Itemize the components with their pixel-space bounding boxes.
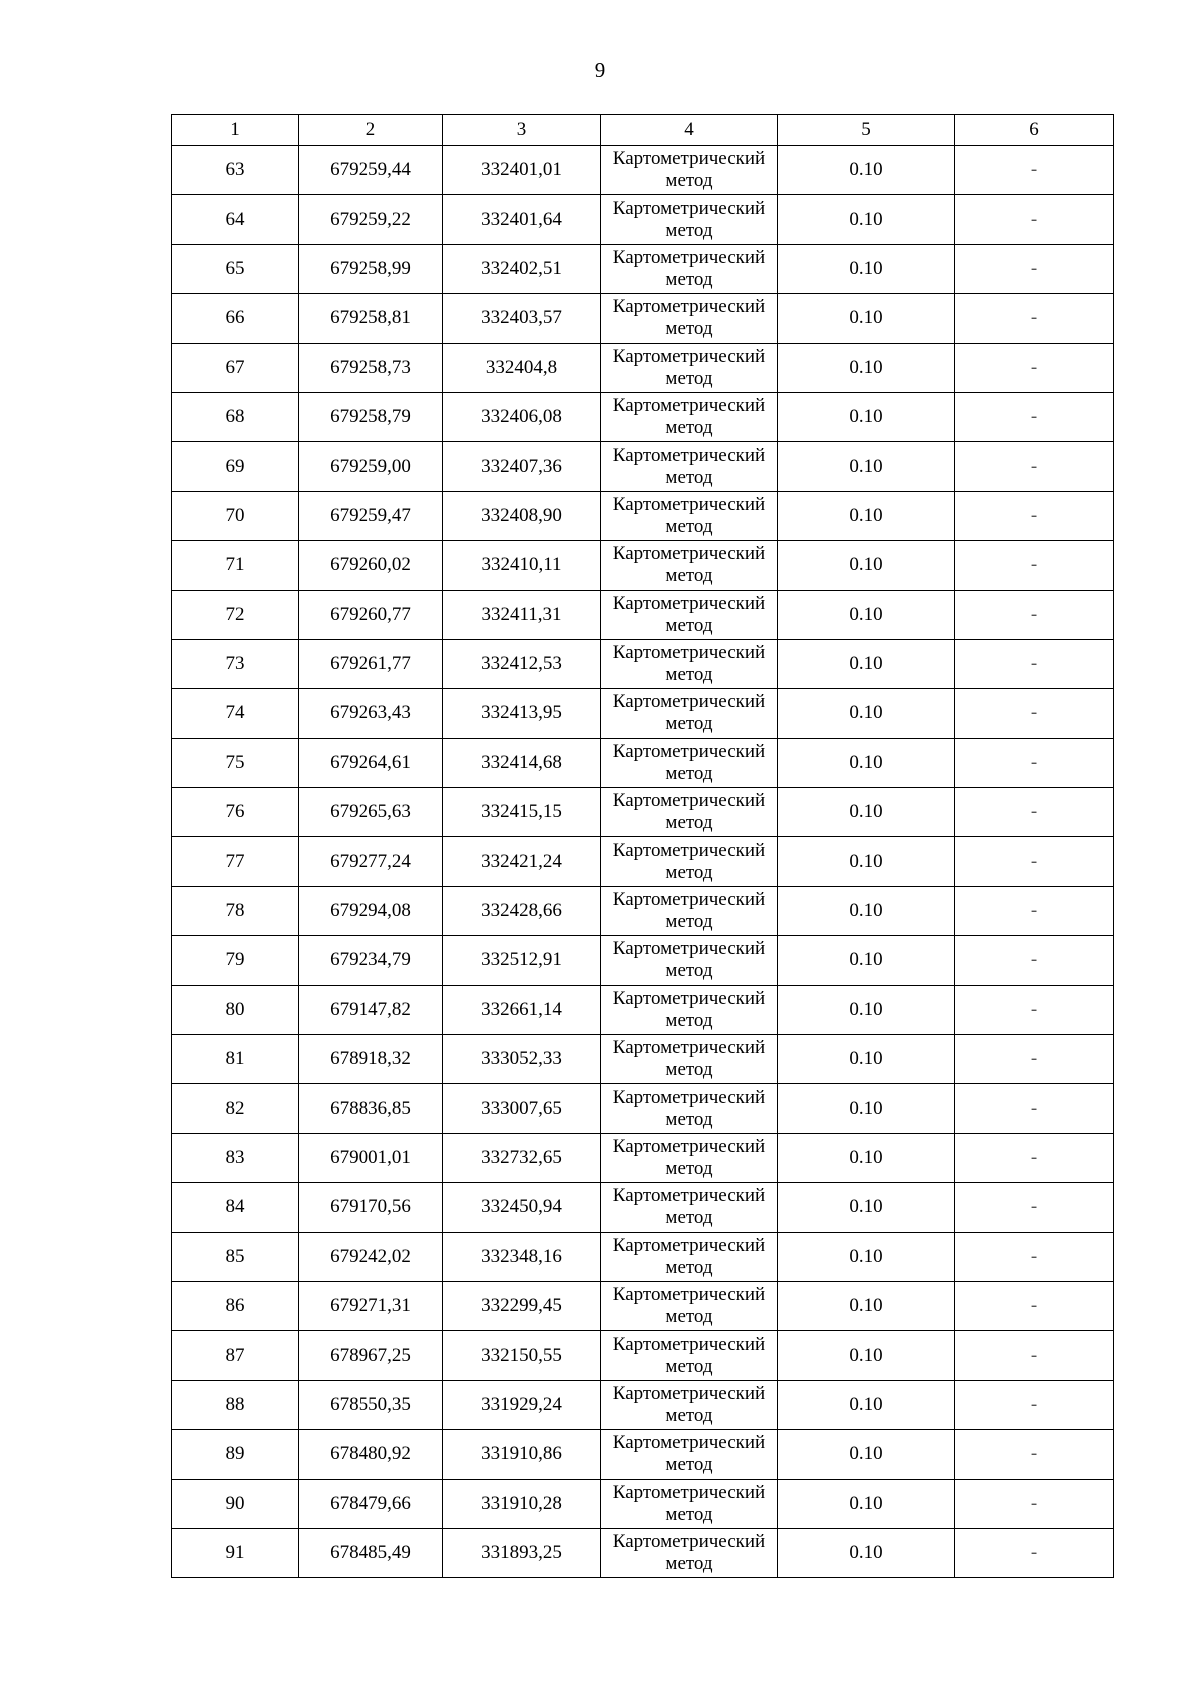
note-cell: - (955, 195, 1114, 244)
table-row (172, 985, 1114, 1034)
y-coordinate-cell: 332402,51 (443, 244, 601, 293)
accuracy-cell: 0.10 (778, 1232, 955, 1281)
x-coordinate-cell: 678967,25 (299, 1331, 443, 1380)
column-header: 6 (955, 115, 1114, 146)
method-cell (601, 1479, 778, 1528)
accuracy-cell: 0.10 (778, 738, 955, 787)
method-line-2: метод (665, 911, 713, 933)
method-line-2: метод (665, 1158, 713, 1179)
y-coordinate-cell: 332401,01 (443, 146, 601, 195)
column-header: 1 (172, 115, 299, 146)
point-number-cell: 70 (172, 491, 299, 540)
method-cell (601, 1133, 778, 1182)
point-number-cell: 75 (172, 738, 299, 787)
x-coordinate-cell: 679265,63 (299, 788, 443, 837)
method-line-1: Картометрический (612, 395, 766, 417)
x-coordinate-cell: 679259,47 (299, 491, 443, 540)
method-line-2: метод (665, 318, 713, 340)
table-row (172, 689, 1114, 738)
x-coordinate-cell: 679294,08 (299, 886, 443, 935)
method-line-1: Картометрический (612, 296, 766, 318)
table-row (172, 1479, 1114, 1528)
y-coordinate-cell: 332410,11 (443, 541, 601, 590)
note-cell: - (955, 146, 1114, 195)
note-cell: - (955, 689, 1114, 738)
y-coordinate-cell: 332407,36 (443, 442, 601, 491)
method-cell (601, 146, 778, 195)
method-line-1: Картометрический (612, 592, 766, 614)
method-line-2: метод (665, 1454, 713, 1476)
method-line-1: Картометрический (612, 444, 766, 466)
method-line-2: метод (665, 1404, 713, 1426)
point-number-cell: 81 (172, 1035, 299, 1084)
table-row (172, 541, 1114, 590)
y-coordinate-cell: 332150,55 (443, 1331, 601, 1380)
note-cell: - (955, 1232, 1114, 1281)
note-cell: - (955, 294, 1114, 343)
table-row (172, 294, 1114, 343)
method-line-1: Картометрический (612, 148, 766, 170)
note-cell: - (955, 244, 1114, 293)
table-body (172, 146, 1114, 1578)
method-line-2: метод (665, 1207, 713, 1229)
table-row (172, 788, 1114, 837)
table-row (172, 837, 1114, 886)
table-row (172, 936, 1114, 985)
table-row (172, 491, 1114, 540)
accuracy-cell: 0.10 (778, 1331, 955, 1380)
note-cell: - (955, 392, 1114, 441)
method-line-1: Картометрический (612, 1432, 766, 1454)
method-cell (601, 788, 778, 837)
method-line-1: Картометрический (612, 493, 766, 515)
y-coordinate-cell: 332661,14 (443, 985, 601, 1034)
x-coordinate-cell: 678480,92 (299, 1430, 443, 1479)
note-cell: - (955, 639, 1114, 688)
point-number-cell: 79 (172, 936, 299, 985)
accuracy-cell: 0.10 (778, 1084, 955, 1133)
method-line-1: Картометрический (612, 790, 766, 812)
method-cell (601, 343, 778, 392)
note-cell: - (955, 1281, 1114, 1330)
x-coordinate-cell: 679261,77 (299, 639, 443, 688)
method-line-1: Картометрический (612, 691, 766, 713)
point-number-cell: 83 (172, 1133, 299, 1182)
table-row (172, 1380, 1114, 1429)
accuracy-cell: 0.10 (778, 689, 955, 738)
table-row (172, 1084, 1114, 1133)
table-row (172, 195, 1114, 244)
accuracy-cell: 0.10 (778, 936, 955, 985)
note-cell: - (955, 886, 1114, 935)
y-coordinate-cell: 332408,90 (443, 491, 601, 540)
x-coordinate-cell: 679264,61 (299, 738, 443, 787)
note-cell: - (955, 1331, 1114, 1380)
method-line-2: метод (665, 812, 713, 834)
table-row (172, 1232, 1114, 1281)
x-coordinate-cell: 679147,82 (299, 985, 443, 1034)
accuracy-cell: 0.10 (778, 541, 955, 590)
x-coordinate-cell: 679258,81 (299, 294, 443, 343)
note-cell: - (955, 837, 1114, 886)
point-number-cell: 91 (172, 1528, 299, 1577)
y-coordinate-cell: 332406,08 (443, 392, 601, 441)
method-line-1: Картометрический (612, 1136, 766, 1157)
note-cell: - (955, 738, 1114, 787)
note-cell: - (955, 1380, 1114, 1429)
method-line-2: метод (665, 565, 713, 587)
point-number-cell: 68 (172, 392, 299, 441)
method-cell (601, 294, 778, 343)
y-coordinate-cell: 332415,15 (443, 788, 601, 837)
y-coordinate-cell: 332450,94 (443, 1183, 601, 1232)
accuracy-cell: 0.10 (778, 294, 955, 343)
table-row (172, 1430, 1114, 1479)
point-number-cell: 82 (172, 1084, 299, 1133)
point-number-cell: 86 (172, 1281, 299, 1330)
method-line-1: Картометрический (612, 246, 766, 268)
point-number-cell: 72 (172, 590, 299, 639)
accuracy-cell: 0.10 (778, 392, 955, 441)
x-coordinate-cell: 679170,56 (299, 1183, 443, 1232)
note-cell: - (955, 1183, 1114, 1232)
y-coordinate-cell: 332299,45 (443, 1281, 601, 1330)
method-line-1: Картометрический (612, 543, 766, 565)
method-line-2: метод (665, 1256, 713, 1278)
method-cell (601, 936, 778, 985)
point-number-cell: 77 (172, 837, 299, 886)
point-number-cell: 74 (172, 689, 299, 738)
x-coordinate-cell: 679271,31 (299, 1281, 443, 1330)
column-header: 2 (299, 115, 443, 146)
y-coordinate-cell: 333052,33 (443, 1035, 601, 1084)
x-coordinate-cell: 678918,32 (299, 1035, 443, 1084)
accuracy-cell: 0.10 (778, 590, 955, 639)
method-line-1: Картометрический (612, 839, 766, 861)
table-row (172, 738, 1114, 787)
method-line-2: метод (665, 417, 713, 439)
method-line-2: метод (665, 762, 713, 784)
method-line-1: Картометрический (612, 1382, 766, 1404)
point-number-cell: 66 (172, 294, 299, 343)
point-number-cell: 80 (172, 985, 299, 1034)
y-coordinate-cell: 332421,24 (443, 837, 601, 886)
accuracy-cell: 0.10 (778, 837, 955, 886)
method-line-1: Картометрический (612, 1037, 766, 1059)
coordinates-table (171, 114, 1114, 1578)
method-line-2: метод (665, 1108, 713, 1130)
table-row (172, 1035, 1114, 1084)
method-line-2: метод (665, 170, 713, 192)
table-row (172, 1281, 1114, 1330)
y-coordinate-cell: 332412,53 (443, 639, 601, 688)
method-cell (601, 442, 778, 491)
point-number-cell: 67 (172, 343, 299, 392)
accuracy-cell: 0.10 (778, 639, 955, 688)
y-coordinate-cell: 332414,68 (443, 738, 601, 787)
method-line-2: метод (665, 1059, 713, 1081)
method-line-1: Картометрический (612, 1531, 766, 1553)
note-cell: - (955, 1035, 1114, 1084)
y-coordinate-cell: 332401,64 (443, 195, 601, 244)
point-number-cell: 88 (172, 1380, 299, 1429)
table-row (172, 442, 1114, 491)
method-cell (601, 1035, 778, 1084)
method-cell (601, 1380, 778, 1429)
method-cell (601, 244, 778, 293)
point-number-cell: 78 (172, 886, 299, 935)
x-coordinate-cell: 679258,73 (299, 343, 443, 392)
column-header: 3 (443, 115, 601, 146)
y-coordinate-cell: 332428,66 (443, 886, 601, 935)
table-header-row (172, 115, 1114, 146)
page-number: 9 (594, 58, 606, 82)
y-coordinate-cell: 331929,24 (443, 1380, 601, 1429)
method-cell (601, 541, 778, 590)
method-cell (601, 985, 778, 1034)
method-line-1: Картометрический (612, 1284, 766, 1306)
y-coordinate-cell: 332403,57 (443, 294, 601, 343)
column-header: 4 (601, 115, 778, 146)
note-cell: - (955, 985, 1114, 1034)
method-line-2: метод (665, 614, 713, 636)
method-cell (601, 1430, 778, 1479)
accuracy-cell: 0.10 (778, 244, 955, 293)
accuracy-cell: 0.10 (778, 1133, 955, 1182)
table-row (172, 343, 1114, 392)
method-line-2: метод (665, 367, 713, 389)
point-number-cell: 89 (172, 1430, 299, 1479)
note-cell: - (955, 1084, 1114, 1133)
accuracy-cell: 0.10 (778, 1528, 955, 1577)
x-coordinate-cell: 679242,02 (299, 1232, 443, 1281)
method-cell (601, 689, 778, 738)
y-coordinate-cell: 332411,31 (443, 590, 601, 639)
x-coordinate-cell: 678485,49 (299, 1528, 443, 1577)
method-line-1: Картометрический (612, 938, 766, 960)
x-coordinate-cell: 679234,79 (299, 936, 443, 985)
point-number-cell: 69 (172, 442, 299, 491)
x-coordinate-cell: 678479,66 (299, 1479, 443, 1528)
method-cell (601, 195, 778, 244)
method-cell (601, 639, 778, 688)
note-cell: - (955, 541, 1114, 590)
method-line-1: Картометрический (612, 740, 766, 762)
y-coordinate-cell: 331910,86 (443, 1430, 601, 1479)
point-number-cell: 85 (172, 1232, 299, 1281)
method-line-2: метод (665, 861, 713, 883)
x-coordinate-cell: 679277,24 (299, 837, 443, 886)
accuracy-cell: 0.10 (778, 1281, 955, 1330)
accuracy-cell: 0.10 (778, 788, 955, 837)
method-cell (601, 392, 778, 441)
method-line-1: Картометрический (612, 1333, 766, 1355)
method-line-1: Картометрический (612, 1481, 766, 1503)
y-coordinate-cell: 333007,65 (443, 1084, 601, 1133)
accuracy-cell: 0.10 (778, 886, 955, 935)
x-coordinate-cell: 678550,35 (299, 1380, 443, 1429)
accuracy-cell: 0.10 (778, 1380, 955, 1429)
method-line-1: Картометрический (612, 642, 766, 664)
y-coordinate-cell: 332404,8 (443, 343, 601, 392)
method-line-1: Картометрический (612, 345, 766, 367)
accuracy-cell: 0.10 (778, 146, 955, 195)
method-cell (601, 1281, 778, 1330)
y-coordinate-cell: 331910,28 (443, 1479, 601, 1528)
method-line-2: метод (665, 515, 713, 537)
point-number-cell: 65 (172, 244, 299, 293)
x-coordinate-cell: 679260,02 (299, 541, 443, 590)
method-cell (601, 1084, 778, 1133)
method-line-2: метод (665, 1009, 713, 1031)
table-row (172, 1183, 1114, 1232)
method-cell (601, 1528, 778, 1577)
point-number-cell: 87 (172, 1331, 299, 1380)
y-coordinate-cell: 332348,16 (443, 1232, 601, 1281)
accuracy-cell: 0.10 (778, 1035, 955, 1084)
table-row (172, 146, 1114, 195)
y-coordinate-cell: 332732,65 (443, 1133, 601, 1182)
method-line-2: метод (665, 1553, 713, 1575)
method-line-1: Картометрический (612, 1086, 766, 1108)
y-coordinate-cell: 331893,25 (443, 1528, 601, 1577)
method-line-1: Картометрический (612, 889, 766, 911)
method-cell (601, 738, 778, 787)
method-cell (601, 1232, 778, 1281)
method-line-2: метод (665, 268, 713, 290)
table-row (172, 1331, 1114, 1380)
x-coordinate-cell: 679260,77 (299, 590, 443, 639)
note-cell: - (955, 442, 1114, 491)
method-cell (601, 590, 778, 639)
accuracy-cell: 0.10 (778, 985, 955, 1034)
method-line-2: метод (665, 1355, 713, 1377)
column-header: 5 (778, 115, 955, 146)
method-line-1: Картометрический (612, 1185, 766, 1207)
point-number-cell: 71 (172, 541, 299, 590)
method-cell (601, 886, 778, 935)
note-cell: - (955, 1528, 1114, 1577)
accuracy-cell: 0.10 (778, 491, 955, 540)
note-cell: - (955, 1133, 1114, 1182)
point-number-cell: 73 (172, 639, 299, 688)
point-number-cell: 84 (172, 1183, 299, 1232)
method-line-2: метод (665, 1306, 713, 1328)
x-coordinate-cell: 678836,85 (299, 1084, 443, 1133)
table-row (172, 1133, 1114, 1182)
method-cell (601, 1331, 778, 1380)
x-coordinate-cell: 679259,22 (299, 195, 443, 244)
table-row (172, 392, 1114, 441)
method-line-2: метод (665, 960, 713, 982)
method-line-2: метод (665, 713, 713, 735)
method-cell (601, 1183, 778, 1232)
point-number-cell: 90 (172, 1479, 299, 1528)
method-line-2: метод (665, 1503, 713, 1525)
y-coordinate-cell: 332413,95 (443, 689, 601, 738)
point-number-cell: 63 (172, 146, 299, 195)
point-number-cell: 76 (172, 788, 299, 837)
table-row (172, 590, 1114, 639)
method-line-2: метод (665, 664, 713, 686)
accuracy-cell: 0.10 (778, 1183, 955, 1232)
table-row (172, 886, 1114, 935)
table-row (172, 244, 1114, 293)
method-line-2: метод (665, 466, 713, 488)
method-cell (601, 491, 778, 540)
method-line-2: метод (665, 219, 713, 241)
x-coordinate-cell: 679259,00 (299, 442, 443, 491)
accuracy-cell: 0.10 (778, 1430, 955, 1479)
note-cell: - (955, 788, 1114, 837)
table-row (172, 1528, 1114, 1577)
note-cell: - (955, 936, 1114, 985)
x-coordinate-cell: 679258,79 (299, 392, 443, 441)
note-cell: - (955, 1479, 1114, 1528)
note-cell: - (955, 343, 1114, 392)
accuracy-cell: 0.10 (778, 1479, 955, 1528)
note-cell: - (955, 1430, 1114, 1479)
note-cell: - (955, 491, 1114, 540)
note-cell: - (955, 590, 1114, 639)
method-cell (601, 837, 778, 886)
accuracy-cell: 0.10 (778, 442, 955, 491)
x-coordinate-cell: 679258,99 (299, 244, 443, 293)
method-line-1: Картометрический (612, 197, 766, 219)
method-line-1: Картометрический (612, 987, 766, 1009)
x-coordinate-cell: 679259,44 (299, 146, 443, 195)
point-number-cell: 64 (172, 195, 299, 244)
accuracy-cell: 0.10 (778, 195, 955, 244)
accuracy-cell: 0.10 (778, 343, 955, 392)
x-coordinate-cell: 679001,01 (299, 1133, 443, 1182)
table-row (172, 639, 1114, 688)
method-line-1: Картометрический (612, 1234, 766, 1256)
x-coordinate-cell: 679263,43 (299, 689, 443, 738)
y-coordinate-cell: 332512,91 (443, 936, 601, 985)
